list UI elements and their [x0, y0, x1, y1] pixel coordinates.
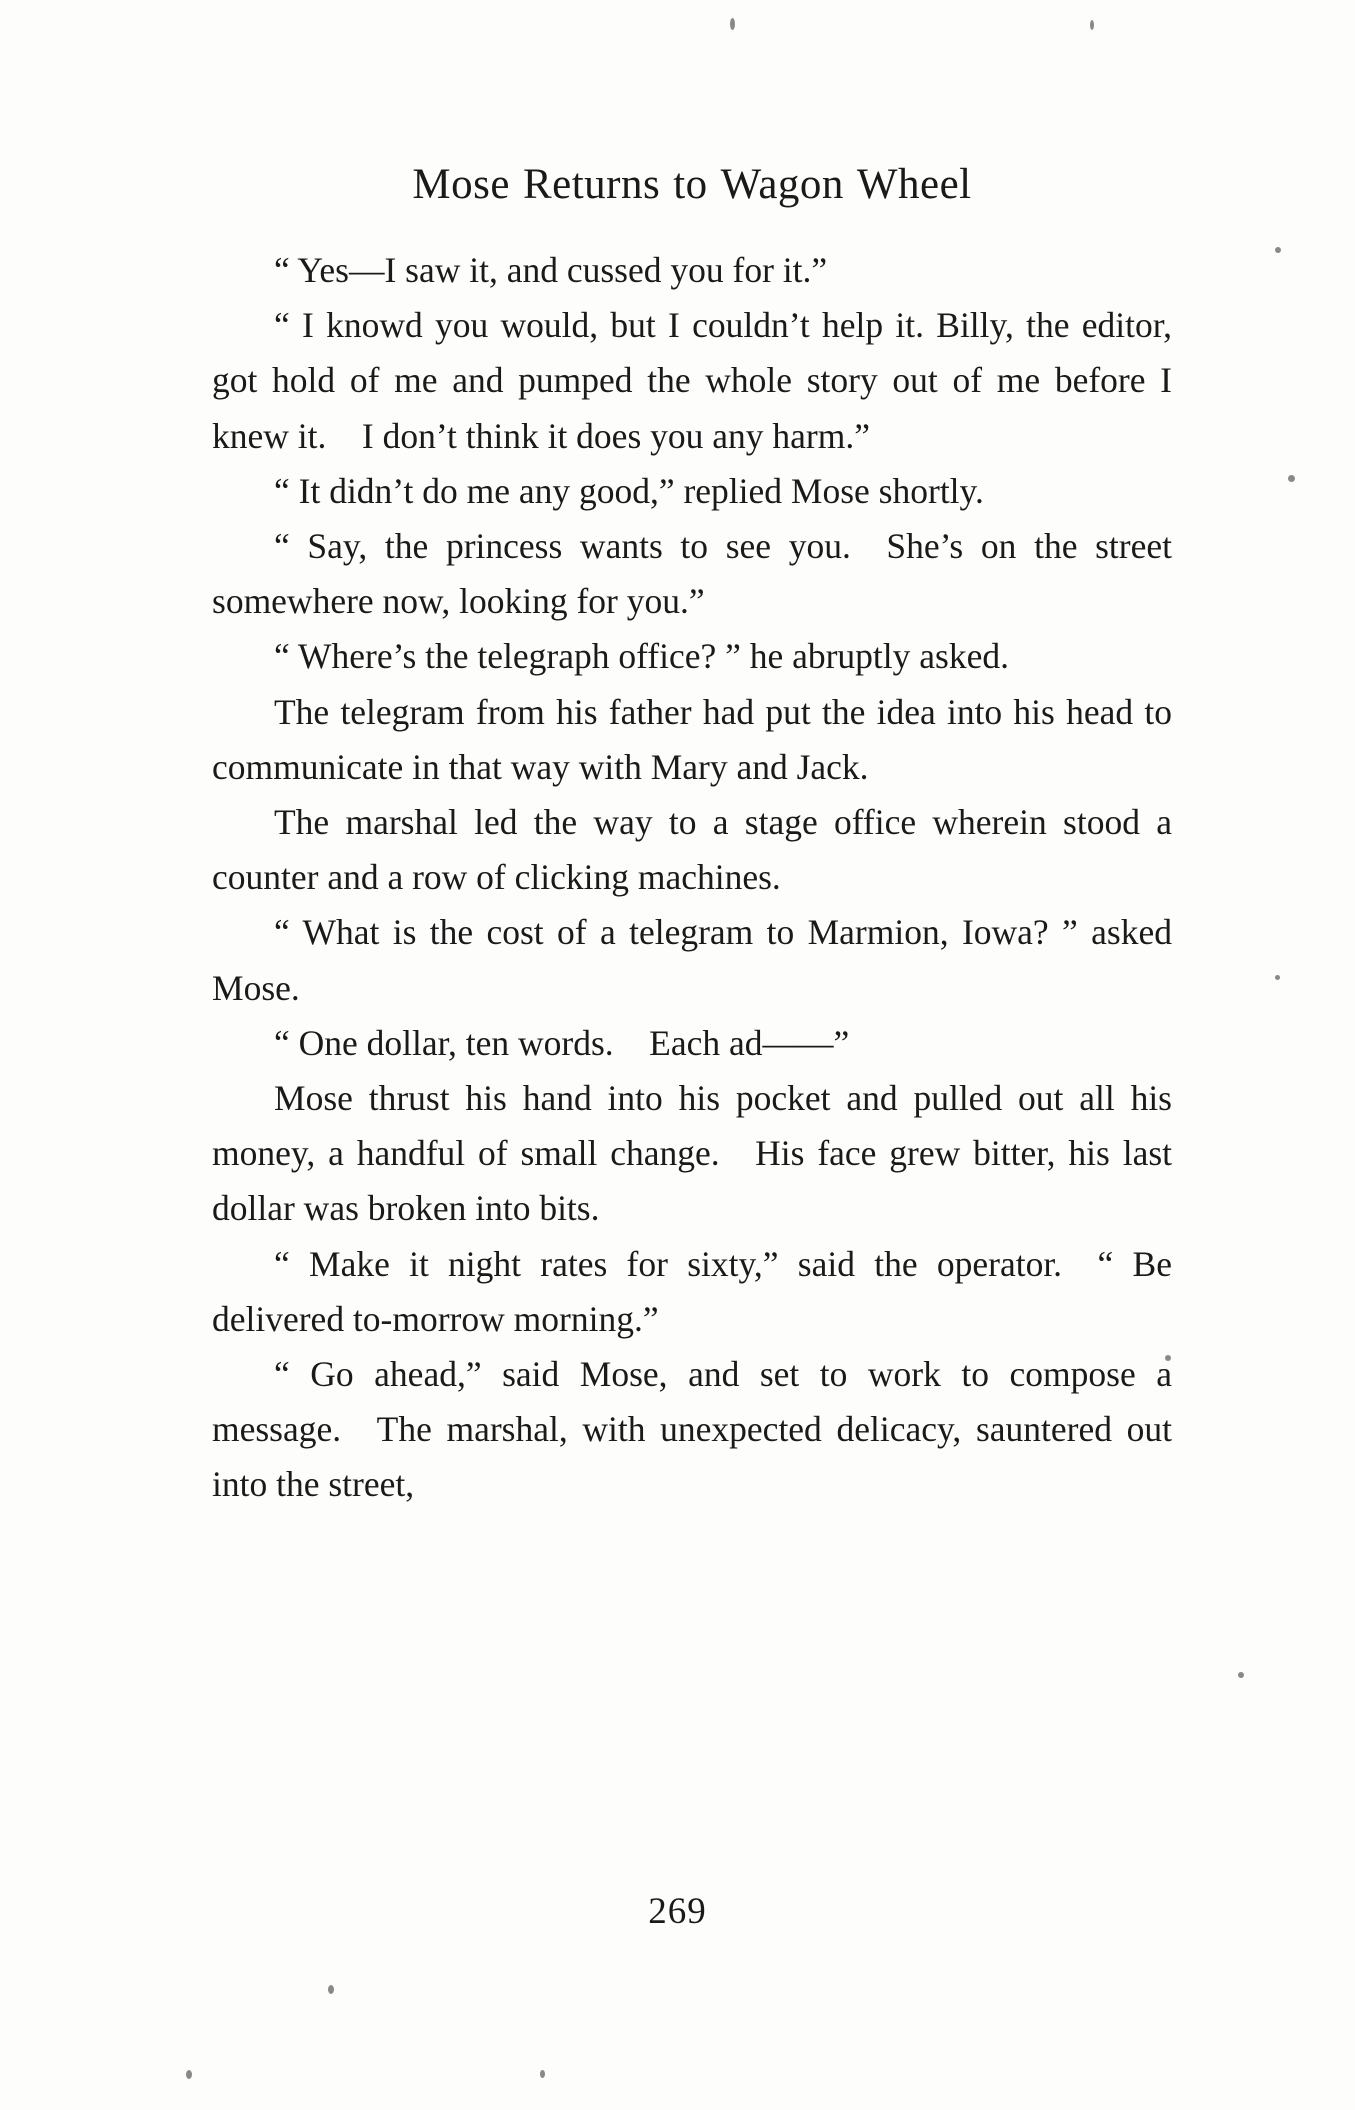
title-word: Mose — [412, 161, 510, 208]
paragraph: “ Yes—I saw it, and cussed you for it.” — [274, 250, 828, 290]
paragraph: The telegram from his father had put the idea into his head to communicate in that way with Mary and Jack. — [212, 691, 1172, 787]
page-title — [212, 160, 1172, 209]
paragraph: The marshal led the way to a stage office wherein stood a counter and a row of clicking machines. — [212, 802, 1172, 898]
paragraph: “ Say, the princess wants to see you. She’s on the street somewhere now, looking for you.” — [212, 526, 1172, 622]
title-word: to — [673, 161, 708, 208]
print-speck — [1288, 475, 1295, 482]
paragraph: “ Where’s the telegraph office? ” he abruptly asked. — [274, 636, 1009, 677]
paragraph: “ What is the cost of a telegram to Marmion, Iowa? ” asked Mose. — [212, 912, 1172, 1008]
print-speck — [730, 18, 735, 30]
paragraph: Mose thrust his hand into his pocket and pulled out all his money, a handful of small change. His face grew bitter, his last dollar was broken into bits. — [212, 1078, 1172, 1229]
print-speck — [1275, 247, 1281, 253]
title-word: Returns — [522, 161, 661, 208]
paragraph: “ Go ahead,” said Mose, and set to work to compose a message. The marshal, with unexpected delicacy, sauntered out into the street, — [212, 1354, 1172, 1505]
page-content — [212, 160, 1172, 1513]
print-speck — [1275, 975, 1280, 980]
print-speck — [328, 1985, 334, 1994]
print-speck — [540, 2070, 545, 2078]
paragraph: “ Make it night rates for sixty,” said the operator. “ Be delivered to-morrow morning.” — [212, 1243, 1172, 1339]
body-text — [212, 243, 1172, 1513]
paragraph: “ It didn’t do me any good,” replied Mose shortly. — [274, 470, 984, 511]
title-word: Wheel — [856, 161, 972, 208]
print-speck — [1090, 20, 1094, 30]
print-speck — [1238, 1672, 1244, 1678]
page-number: 269 — [648, 1891, 707, 1932]
title-word: Wagon — [720, 161, 844, 208]
paragraph: “ One dollar, ten words. Each ad——” — [274, 1022, 850, 1063]
paragraph: “ I knowd you would, but I couldn’t help it. Billy, the editor, got hold of me and pumped the whole story out of me before I knew it. I don’t think it does you any harm.” — [212, 305, 1172, 456]
print-speck — [186, 2070, 192, 2079]
